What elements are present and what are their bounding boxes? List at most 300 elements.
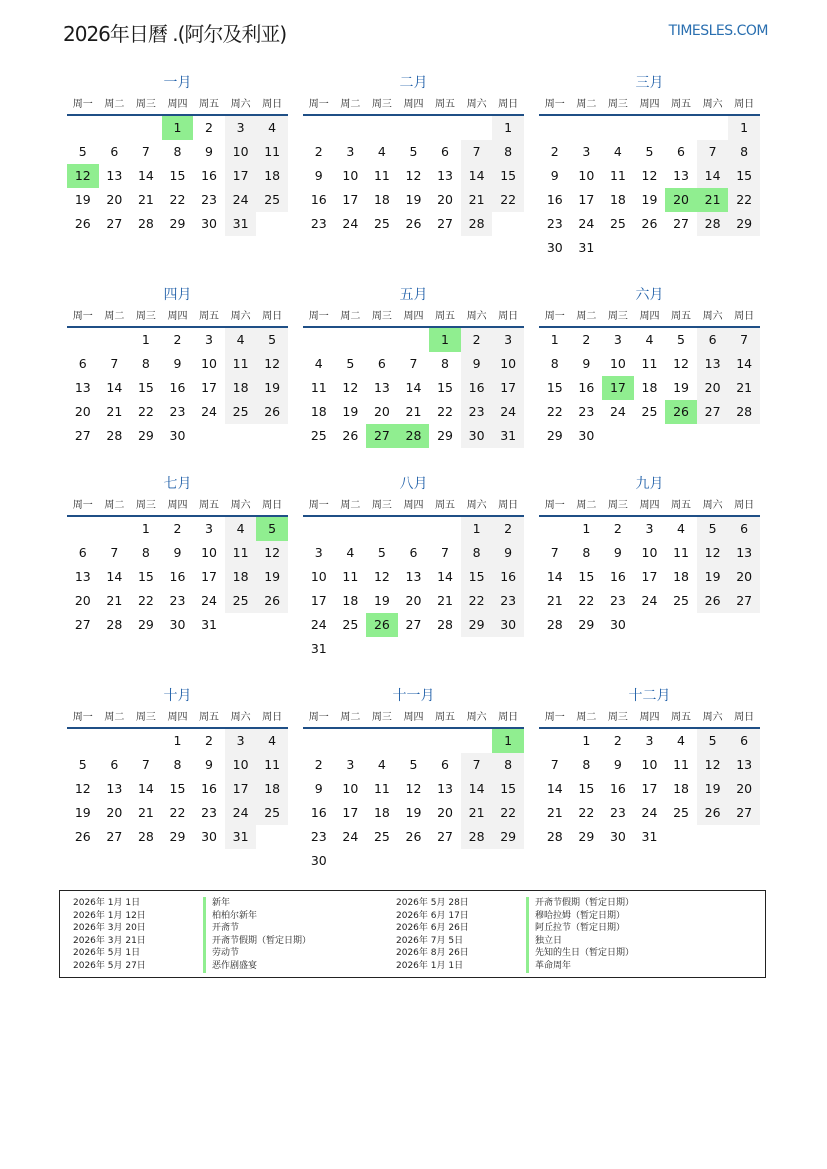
day-cell[interactable]: 4 bbox=[677, 733, 685, 748]
day-cell[interactable]: 1 bbox=[492, 729, 524, 753]
day-cell[interactable]: 25 bbox=[225, 400, 257, 424]
day-cell[interactable]: 4 bbox=[225, 517, 257, 541]
day-cell[interactable]: 6 bbox=[110, 144, 119, 159]
day-cell[interactable]: 11 bbox=[225, 352, 257, 376]
day-cell[interactable]: 19 bbox=[256, 565, 288, 589]
day-cell[interactable]: 13 bbox=[437, 781, 453, 796]
day-cell[interactable]: 12 bbox=[373, 569, 390, 584]
day-cell[interactable]: 1 bbox=[728, 116, 760, 140]
day-cell[interactable]: 23 bbox=[609, 593, 626, 608]
day-cell[interactable]: 29 bbox=[492, 825, 524, 849]
day-cell[interactable]: 2 bbox=[314, 144, 323, 159]
day-cell[interactable]: 25 bbox=[256, 188, 288, 212]
day-cell[interactable]: 8 bbox=[173, 144, 182, 159]
day-cell[interactable]: 11 bbox=[673, 545, 689, 560]
day-cell[interactable]: 27 bbox=[673, 216, 689, 231]
day-cell[interactable]: 12 bbox=[67, 164, 99, 188]
day-cell[interactable]: 7 bbox=[409, 356, 418, 371]
day-cell[interactable]: 18 bbox=[641, 380, 658, 395]
day-cell[interactable]: 16 bbox=[461, 376, 493, 400]
day-cell[interactable]: 28 bbox=[106, 428, 123, 443]
day-cell[interactable]: 9 bbox=[461, 352, 493, 376]
day-cell[interactable]: 29 bbox=[137, 428, 154, 443]
day-cell[interactable]: 16 bbox=[609, 569, 626, 584]
day-cell[interactable]: 6 bbox=[697, 328, 729, 352]
day-cell[interactable]: 27 bbox=[697, 400, 729, 424]
day-cell[interactable]: 5 bbox=[409, 144, 418, 159]
day-cell[interactable]: 16 bbox=[609, 781, 626, 796]
day-cell[interactable]: 30 bbox=[609, 829, 626, 844]
day-cell[interactable]: 28 bbox=[461, 825, 493, 849]
day-cell[interactable]: 24 bbox=[578, 216, 595, 231]
day-cell[interactable]: 22 bbox=[137, 404, 154, 419]
day-cell[interactable]: 21 bbox=[137, 805, 154, 820]
day-cell[interactable]: 13 bbox=[405, 569, 422, 584]
day-cell[interactable]: 26 bbox=[405, 829, 422, 844]
day-cell[interactable]: 2 bbox=[582, 332, 591, 347]
day-cell[interactable]: 1 bbox=[550, 332, 559, 347]
day-cell[interactable]: 18 bbox=[673, 781, 689, 796]
day-cell[interactable]: 15 bbox=[437, 380, 453, 395]
day-cell[interactable]: 3 bbox=[205, 521, 213, 536]
day-cell[interactable]: 26 bbox=[641, 216, 658, 231]
day-cell[interactable]: 28 bbox=[137, 216, 154, 231]
day-cell[interactable]: 21 bbox=[546, 805, 563, 820]
day-cell[interactable]: 31 bbox=[641, 829, 658, 844]
day-cell[interactable]: 10 bbox=[342, 781, 359, 796]
day-cell[interactable]: 9 bbox=[582, 356, 591, 371]
day-cell[interactable]: 9 bbox=[173, 356, 182, 371]
day-cell[interactable]: 19 bbox=[697, 777, 729, 801]
day-cell[interactable]: 18 bbox=[673, 569, 689, 584]
day-cell[interactable]: 12 bbox=[697, 753, 729, 777]
day-cell[interactable]: 3 bbox=[205, 332, 213, 347]
day-cell[interactable]: 23 bbox=[578, 404, 595, 419]
day-cell[interactable]: 29 bbox=[728, 212, 760, 236]
day-cell[interactable]: 19 bbox=[342, 404, 359, 419]
day-cell[interactable]: 8 bbox=[141, 356, 150, 371]
day-cell[interactable]: 28 bbox=[437, 617, 453, 632]
day-cell[interactable]: 5 bbox=[256, 328, 288, 352]
day-cell[interactable]: 22 bbox=[169, 805, 186, 820]
day-cell[interactable]: 28 bbox=[398, 424, 430, 448]
day-cell[interactable]: 1 bbox=[461, 517, 493, 541]
day-cell[interactable]: 16 bbox=[310, 805, 327, 820]
day-cell[interactable]: 2 bbox=[205, 733, 213, 748]
day-cell[interactable]: 13 bbox=[74, 569, 91, 584]
day-cell[interactable]: 2 bbox=[461, 328, 493, 352]
day-cell[interactable]: 11 bbox=[673, 757, 689, 772]
day-cell[interactable]: 21 bbox=[546, 593, 563, 608]
day-cell[interactable]: 20 bbox=[405, 593, 422, 608]
day-cell[interactable]: 1 bbox=[492, 116, 524, 140]
day-cell[interactable]: 13 bbox=[697, 352, 729, 376]
day-cell[interactable]: 27 bbox=[405, 617, 422, 632]
day-cell[interactable]: 28 bbox=[546, 829, 563, 844]
day-cell[interactable]: 22 bbox=[437, 404, 453, 419]
day-cell[interactable]: 16 bbox=[169, 380, 186, 395]
day-cell[interactable]: 29 bbox=[437, 428, 453, 443]
day-cell[interactable]: 17 bbox=[342, 192, 359, 207]
day-cell[interactable]: 11 bbox=[256, 753, 288, 777]
day-cell[interactable]: 26 bbox=[665, 400, 697, 424]
day-cell[interactable]: 19 bbox=[74, 192, 91, 207]
day-cell[interactable]: 27 bbox=[728, 801, 760, 825]
day-cell[interactable]: 20 bbox=[697, 376, 729, 400]
day-cell[interactable]: 21 bbox=[437, 593, 453, 608]
day-cell[interactable]: 22 bbox=[461, 589, 493, 613]
day-cell[interactable]: 24 bbox=[492, 400, 524, 424]
day-cell[interactable]: 14 bbox=[697, 164, 729, 188]
day-cell[interactable]: 4 bbox=[677, 521, 685, 536]
day-cell[interactable]: 30 bbox=[310, 853, 327, 868]
day-cell[interactable]: 28 bbox=[461, 212, 493, 236]
day-cell[interactable]: 22 bbox=[578, 593, 595, 608]
day-cell[interactable]: 24 bbox=[641, 593, 658, 608]
day-cell[interactable]: 3 bbox=[613, 332, 622, 347]
day-cell[interactable]: 19 bbox=[373, 593, 390, 608]
day-cell[interactable]: 28 bbox=[697, 212, 729, 236]
day-cell[interactable]: 12 bbox=[697, 541, 729, 565]
day-cell[interactable]: 4 bbox=[346, 545, 355, 560]
day-cell[interactable]: 27 bbox=[74, 428, 91, 443]
day-cell[interactable]: 6 bbox=[377, 356, 386, 371]
day-cell[interactable]: 17 bbox=[641, 569, 658, 584]
day-cell[interactable]: 20 bbox=[728, 777, 760, 801]
day-cell[interactable]: 30 bbox=[201, 829, 217, 844]
day-cell[interactable]: 2 bbox=[613, 521, 622, 536]
day-cell[interactable]: 6 bbox=[110, 757, 119, 772]
day-cell[interactable]: 24 bbox=[225, 801, 257, 825]
day-cell[interactable]: 9 bbox=[205, 757, 213, 772]
day-cell[interactable]: 2 bbox=[314, 757, 323, 772]
day-cell[interactable]: 31 bbox=[578, 240, 595, 255]
day-cell[interactable]: 18 bbox=[373, 805, 390, 820]
day-cell[interactable]: 16 bbox=[546, 192, 563, 207]
day-cell[interactable]: 20 bbox=[106, 192, 123, 207]
day-cell[interactable]: 7 bbox=[550, 545, 559, 560]
day-cell[interactable]: 3 bbox=[225, 729, 257, 753]
day-cell[interactable]: 3 bbox=[346, 757, 355, 772]
day-cell[interactable]: 18 bbox=[310, 404, 327, 419]
day-cell[interactable]: 11 bbox=[342, 569, 359, 584]
day-cell[interactable]: 13 bbox=[106, 168, 123, 183]
day-cell[interactable]: 30 bbox=[546, 240, 563, 255]
day-cell[interactable]: 9 bbox=[613, 757, 622, 772]
day-cell[interactable]: 21 bbox=[106, 593, 123, 608]
day-cell[interactable]: 30 bbox=[609, 617, 626, 632]
day-cell[interactable]: 7 bbox=[110, 545, 119, 560]
day-cell[interactable]: 13 bbox=[106, 781, 123, 796]
day-cell[interactable]: 10 bbox=[225, 140, 257, 164]
day-cell[interactable]: 16 bbox=[201, 168, 217, 183]
day-cell[interactable]: 12 bbox=[256, 352, 288, 376]
day-cell[interactable]: 26 bbox=[74, 829, 91, 844]
day-cell[interactable]: 23 bbox=[461, 400, 493, 424]
day-cell[interactable]: 23 bbox=[609, 805, 626, 820]
day-cell[interactable]: 25 bbox=[225, 589, 257, 613]
day-cell[interactable]: 11 bbox=[225, 541, 257, 565]
day-cell[interactable]: 13 bbox=[673, 168, 689, 183]
day-cell[interactable]: 29 bbox=[578, 617, 595, 632]
day-cell[interactable]: 18 bbox=[225, 376, 257, 400]
day-cell[interactable]: 5 bbox=[78, 144, 87, 159]
day-cell[interactable]: 9 bbox=[613, 545, 622, 560]
day-cell[interactable]: 7 bbox=[141, 144, 150, 159]
day-cell[interactable]: 30 bbox=[169, 428, 186, 443]
day-cell[interactable]: 12 bbox=[256, 541, 288, 565]
day-cell[interactable]: 19 bbox=[405, 192, 422, 207]
day-cell[interactable]: 13 bbox=[437, 168, 453, 183]
day-cell[interactable]: 27 bbox=[106, 216, 123, 231]
day-cell[interactable]: 29 bbox=[461, 613, 493, 637]
day-cell[interactable]: 11 bbox=[256, 140, 288, 164]
day-cell[interactable]: 31 bbox=[225, 212, 257, 236]
day-cell[interactable]: 25 bbox=[310, 428, 327, 443]
day-cell[interactable]: 16 bbox=[578, 380, 595, 395]
day-cell[interactable]: 4 bbox=[377, 144, 386, 159]
day-cell[interactable]: 9 bbox=[550, 168, 559, 183]
day-cell[interactable]: 9 bbox=[314, 168, 323, 183]
day-cell[interactable]: 22 bbox=[169, 192, 186, 207]
day-cell[interactable]: 24 bbox=[225, 188, 257, 212]
day-cell[interactable]: 8 bbox=[441, 356, 449, 371]
day-cell[interactable]: 1 bbox=[162, 116, 194, 140]
day-cell[interactable]: 17 bbox=[492, 376, 524, 400]
day-cell[interactable]: 9 bbox=[205, 144, 213, 159]
day-cell[interactable]: 21 bbox=[405, 404, 422, 419]
day-cell[interactable]: 20 bbox=[373, 404, 390, 419]
day-cell[interactable]: 6 bbox=[728, 517, 760, 541]
day-cell[interactable]: 25 bbox=[673, 593, 689, 608]
day-cell[interactable]: 6 bbox=[409, 545, 418, 560]
day-cell[interactable]: 10 bbox=[342, 168, 359, 183]
day-cell[interactable]: 29 bbox=[546, 428, 563, 443]
day-cell[interactable]: 3 bbox=[645, 521, 654, 536]
day-cell[interactable]: 17 bbox=[225, 164, 257, 188]
day-cell[interactable]: 29 bbox=[169, 829, 186, 844]
day-cell[interactable]: 2 bbox=[173, 332, 182, 347]
day-cell[interactable]: 19 bbox=[74, 805, 91, 820]
day-cell[interactable]: 2 bbox=[205, 120, 213, 135]
day-cell[interactable]: 23 bbox=[310, 829, 327, 844]
day-cell[interactable]: 28 bbox=[106, 617, 123, 632]
day-cell[interactable]: 4 bbox=[645, 332, 654, 347]
day-cell[interactable]: 3 bbox=[492, 328, 524, 352]
day-cell[interactable]: 15 bbox=[728, 164, 760, 188]
day-cell[interactable]: 10 bbox=[310, 569, 327, 584]
day-cell[interactable]: 13 bbox=[74, 380, 91, 395]
day-cell[interactable]: 30 bbox=[169, 617, 186, 632]
day-cell[interactable]: 20 bbox=[74, 404, 91, 419]
day-cell[interactable]: 8 bbox=[582, 545, 591, 560]
day-cell[interactable]: 17 bbox=[602, 376, 634, 400]
day-cell[interactable]: 7 bbox=[697, 140, 729, 164]
day-cell[interactable]: 27 bbox=[106, 829, 123, 844]
day-cell[interactable]: 24 bbox=[342, 216, 359, 231]
day-cell[interactable]: 3 bbox=[582, 144, 591, 159]
day-cell[interactable]: 4 bbox=[256, 116, 288, 140]
day-cell[interactable]: 26 bbox=[342, 428, 359, 443]
day-cell[interactable]: 20 bbox=[437, 805, 453, 820]
day-cell[interactable]: 6 bbox=[677, 144, 685, 159]
day-cell[interactable]: 3 bbox=[225, 116, 257, 140]
day-cell[interactable]: 19 bbox=[405, 805, 422, 820]
day-cell[interactable]: 1 bbox=[582, 521, 591, 536]
day-cell[interactable]: 21 bbox=[461, 801, 493, 825]
day-cell[interactable]: 1 bbox=[173, 733, 182, 748]
day-cell[interactable]: 15 bbox=[137, 569, 154, 584]
day-cell[interactable]: 1 bbox=[141, 332, 150, 347]
day-cell[interactable]: 24 bbox=[310, 617, 327, 632]
day-cell[interactable]: 14 bbox=[546, 569, 563, 584]
day-cell[interactable]: 10 bbox=[225, 753, 257, 777]
day-cell[interactable]: 26 bbox=[256, 400, 288, 424]
day-cell[interactable]: 23 bbox=[169, 593, 186, 608]
day-cell[interactable]: 27 bbox=[74, 617, 91, 632]
day-cell[interactable]: 14 bbox=[437, 569, 453, 584]
day-cell[interactable]: 8 bbox=[492, 753, 524, 777]
day-cell[interactable]: 2 bbox=[550, 144, 559, 159]
day-cell[interactable]: 15 bbox=[169, 168, 186, 183]
day-cell[interactable]: 26 bbox=[256, 589, 288, 613]
day-cell[interactable]: 15 bbox=[461, 565, 493, 589]
day-cell[interactable]: 12 bbox=[405, 168, 422, 183]
day-cell[interactable]: 7 bbox=[441, 545, 449, 560]
day-cell[interactable]: 4 bbox=[377, 757, 386, 772]
day-cell[interactable]: 15 bbox=[137, 380, 154, 395]
day-cell[interactable]: 25 bbox=[373, 829, 390, 844]
day-cell[interactable]: 23 bbox=[201, 192, 217, 207]
day-cell[interactable]: 7 bbox=[550, 757, 559, 772]
day-cell[interactable]: 6 bbox=[78, 545, 87, 560]
day-cell[interactable]: 5 bbox=[697, 517, 729, 541]
day-cell[interactable]: 27 bbox=[366, 424, 398, 448]
day-cell[interactable]: 8 bbox=[492, 140, 524, 164]
day-cell[interactable]: 8 bbox=[582, 757, 591, 772]
day-cell[interactable]: 23 bbox=[492, 589, 524, 613]
day-cell[interactable]: 30 bbox=[578, 428, 595, 443]
day-cell[interactable]: 6 bbox=[728, 729, 760, 753]
day-cell[interactable]: 29 bbox=[169, 216, 186, 231]
day-cell[interactable]: 9 bbox=[314, 781, 323, 796]
site-link[interactable]: TIMESLES.COM bbox=[668, 23, 768, 39]
day-cell[interactable]: 5 bbox=[409, 757, 418, 772]
day-cell[interactable]: 3 bbox=[346, 144, 355, 159]
day-cell[interactable]: 17 bbox=[201, 569, 217, 584]
day-cell[interactable]: 5 bbox=[377, 545, 386, 560]
day-cell[interactable]: 19 bbox=[673, 380, 689, 395]
day-cell[interactable]: 12 bbox=[673, 356, 689, 371]
day-cell[interactable]: 20 bbox=[665, 188, 697, 212]
day-cell[interactable]: 23 bbox=[169, 404, 186, 419]
day-cell[interactable]: 18 bbox=[609, 192, 626, 207]
day-cell[interactable]: 5 bbox=[677, 332, 685, 347]
day-cell[interactable]: 5 bbox=[346, 356, 355, 371]
day-cell[interactable]: 17 bbox=[225, 777, 257, 801]
day-cell[interactable]: 15 bbox=[492, 164, 524, 188]
day-cell[interactable]: 14 bbox=[546, 781, 563, 796]
day-cell[interactable]: 1 bbox=[582, 733, 591, 748]
day-cell[interactable]: 11 bbox=[310, 380, 327, 395]
day-cell[interactable]: 10 bbox=[492, 352, 524, 376]
day-cell[interactable]: 29 bbox=[578, 829, 595, 844]
day-cell[interactable]: 17 bbox=[578, 192, 595, 207]
day-cell[interactable]: 28 bbox=[546, 617, 563, 632]
day-cell[interactable]: 26 bbox=[697, 589, 729, 613]
day-cell[interactable]: 6 bbox=[441, 757, 449, 772]
day-cell[interactable]: 9 bbox=[173, 545, 182, 560]
day-cell[interactable]: 10 bbox=[201, 545, 217, 560]
day-cell[interactable]: 21 bbox=[106, 404, 123, 419]
day-cell[interactable]: 10 bbox=[641, 545, 658, 560]
day-cell[interactable]: 12 bbox=[641, 168, 658, 183]
day-cell[interactable]: 18 bbox=[342, 593, 359, 608]
day-cell[interactable]: 16 bbox=[201, 781, 217, 796]
day-cell[interactable]: 3 bbox=[314, 545, 323, 560]
day-cell[interactable]: 14 bbox=[137, 781, 154, 796]
day-cell[interactable]: 7 bbox=[461, 140, 493, 164]
day-cell[interactable]: 14 bbox=[106, 380, 123, 395]
day-cell[interactable]: 6 bbox=[78, 356, 87, 371]
day-cell[interactable]: 19 bbox=[697, 565, 729, 589]
day-cell[interactable]: 13 bbox=[373, 380, 390, 395]
day-cell[interactable]: 14 bbox=[728, 352, 760, 376]
day-cell[interactable]: 11 bbox=[641, 356, 658, 371]
day-cell[interactable]: 15 bbox=[546, 380, 563, 395]
day-cell[interactable]: 2 bbox=[173, 521, 182, 536]
day-cell[interactable]: 24 bbox=[609, 404, 626, 419]
day-cell[interactable]: 13 bbox=[728, 753, 760, 777]
day-cell[interactable]: 11 bbox=[609, 168, 626, 183]
day-cell[interactable]: 30 bbox=[492, 613, 524, 637]
day-cell[interactable]: 8 bbox=[141, 545, 150, 560]
day-cell[interactable]: 25 bbox=[673, 805, 689, 820]
day-cell[interactable]: 17 bbox=[342, 805, 359, 820]
day-cell[interactable]: 30 bbox=[461, 424, 493, 448]
day-cell[interactable]: 24 bbox=[342, 829, 359, 844]
day-cell[interactable]: 7 bbox=[728, 328, 760, 352]
day-cell[interactable]: 4 bbox=[613, 144, 622, 159]
day-cell[interactable]: 31 bbox=[310, 641, 327, 656]
day-cell[interactable]: 19 bbox=[641, 192, 658, 207]
day-cell[interactable]: 25 bbox=[641, 404, 658, 419]
day-cell[interactable]: 15 bbox=[578, 569, 595, 584]
day-cell[interactable]: 26 bbox=[366, 613, 398, 637]
day-cell[interactable]: 12 bbox=[74, 781, 91, 796]
day-cell[interactable]: 31 bbox=[225, 825, 257, 849]
day-cell[interactable]: 7 bbox=[141, 757, 150, 772]
day-cell[interactable]: 2 bbox=[613, 733, 622, 748]
day-cell[interactable]: 27 bbox=[728, 589, 760, 613]
day-cell[interactable]: 21 bbox=[137, 192, 154, 207]
day-cell[interactable]: 24 bbox=[201, 404, 217, 419]
day-cell[interactable]: 14 bbox=[461, 164, 493, 188]
day-cell[interactable]: 18 bbox=[256, 777, 288, 801]
day-cell[interactable]: 14 bbox=[461, 777, 493, 801]
day-cell[interactable]: 21 bbox=[728, 376, 760, 400]
day-cell[interactable]: 17 bbox=[641, 781, 658, 796]
day-cell[interactable]: 25 bbox=[256, 801, 288, 825]
day-cell[interactable]: 26 bbox=[697, 801, 729, 825]
day-cell[interactable]: 2 bbox=[492, 517, 524, 541]
day-cell[interactable]: 22 bbox=[728, 188, 760, 212]
day-cell[interactable]: 16 bbox=[310, 192, 327, 207]
day-cell[interactable]: 30 bbox=[201, 216, 217, 231]
day-cell[interactable]: 4 bbox=[314, 356, 323, 371]
day-cell[interactable]: 11 bbox=[373, 781, 390, 796]
day-cell[interactable]: 4 bbox=[225, 328, 257, 352]
